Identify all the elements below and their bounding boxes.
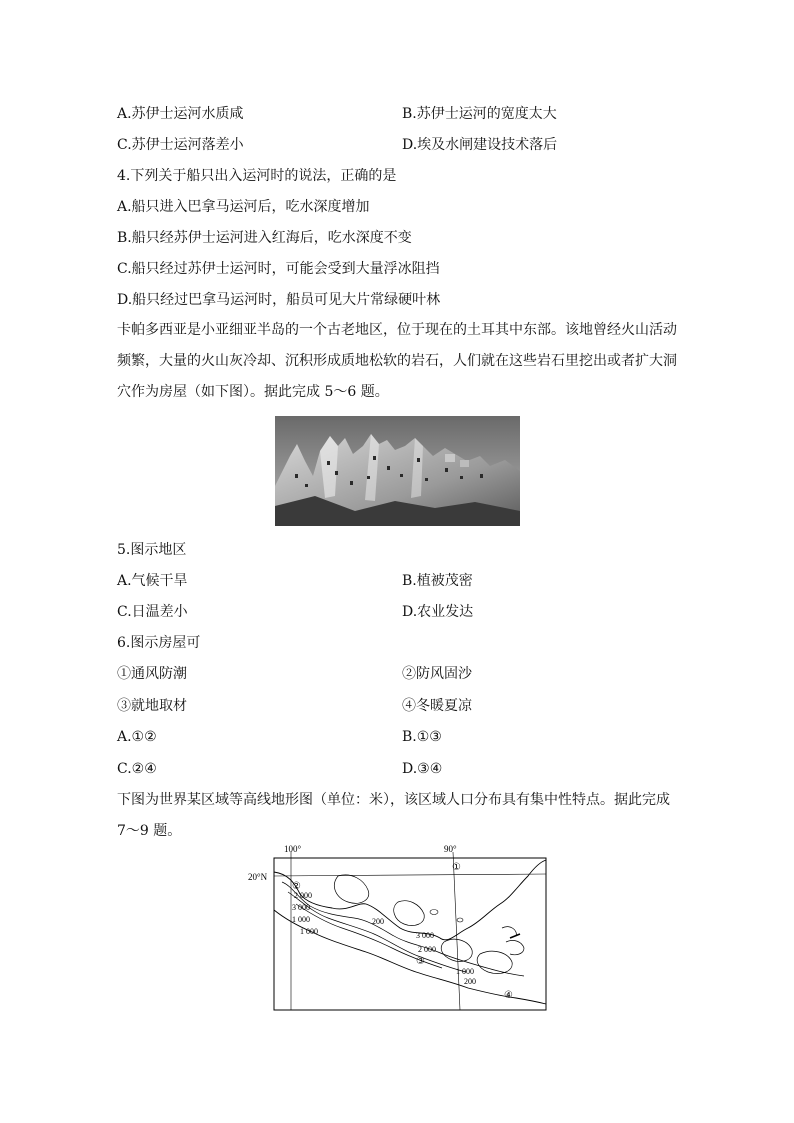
contour-label: 200 [464, 977, 476, 986]
contour-map [248, 842, 548, 1014]
contour-label: 1 000 [292, 915, 310, 924]
q4-option-c: C.船只经过苏伊士运河时，可能会受到大量浮冰阻挡 [117, 261, 440, 277]
q6-item-3: ③就地取材 [117, 698, 187, 714]
contour-label: 1 000 [456, 967, 474, 976]
q5-stem: 5.图示地区 [117, 542, 187, 558]
q6-option-d: D.③④ [402, 761, 443, 777]
contour-label: 200 [372, 917, 384, 926]
q6-item-2: ②防风固沙 [402, 666, 472, 682]
q4-option-a: A.船只进入巴拿马运河后，吃水深度增加 [117, 199, 370, 215]
q4-option-b: B.船只经苏伊士运河进入红海后，吃水深度不变 [117, 230, 412, 246]
q5-option-b: B.植被茂密 [402, 573, 473, 589]
passage-contour-map: 下图为世界某区域等高线地形图（单位：米），该区域人口分布具有集中性特点。据此完成 7～9 题。 [117, 792, 670, 839]
q6-item-4: ④冬暖夏凉 [402, 698, 472, 714]
q4-stem: 4.下列关于船只出入运河时的说法，正确的是 [117, 168, 397, 184]
marker-3: ③ [416, 956, 425, 967]
q6-option-b: B.①③ [402, 729, 442, 745]
q3-option-b: B.苏伊士运河的宽度太大 [402, 106, 557, 122]
contour-label: 2 000 [294, 891, 312, 900]
lon-label-90: 90° [444, 844, 457, 854]
contour-label: 2 000 [418, 945, 436, 954]
q3-option-d: D.埃及水闸建设技术落后 [402, 137, 558, 153]
contour-label: 3 000 [292, 903, 310, 912]
lat-label-20n: 20°N [248, 872, 268, 882]
q6-stem: 6.图示房屋可 [117, 635, 201, 651]
contour-label: 1 000 [300, 927, 318, 936]
q5-option-a: A.气候干旱 [117, 573, 188, 589]
lon-label-100: 100° [284, 844, 302, 854]
passage-cappadocia: 卡帕多西亚是小亚细亚半岛的一个古老地区，位于现在的土耳其中东部。该地曾经火山活动频繁，大量的火山灰冷却、沉积形成质地松软的岩石，人们就在这些岩石里挖出或者扩大洞穴作为房屋（如下图）。据此完成 5～6 题。 [117, 322, 677, 400]
marker-2: ② [292, 881, 301, 892]
marker-1: ① [452, 862, 461, 873]
q6-option-c: C.②④ [117, 761, 157, 777]
q6-option-a: A.①② [117, 729, 157, 745]
q5-option-d: D.农业发达 [402, 604, 474, 620]
cappadocia-photo [275, 416, 520, 526]
contour-label: 3 000 [416, 931, 434, 940]
q6-item-1: ①通风防潮 [117, 666, 187, 682]
q5-option-c: C.日温差小 [117, 604, 188, 620]
q4-option-d: D.船只经过巴拿马运河时，船员可见大片常绿硬叶林 [117, 292, 441, 308]
q3-option-c: C.苏伊士运河落差小 [117, 137, 244, 153]
marker-4: ④ [504, 990, 513, 1001]
q3-option-a: A.苏伊士运河水质咸 [117, 106, 244, 122]
